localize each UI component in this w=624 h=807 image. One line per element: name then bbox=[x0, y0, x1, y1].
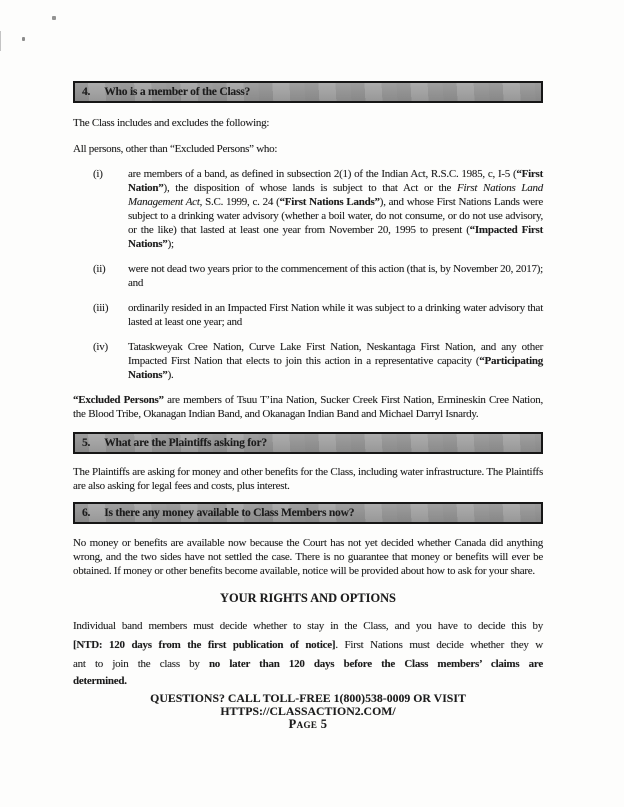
excluded-persons-paragraph: “Excluded Persons” are members of Tsuu T’ina Nation, Sucker Creek First Nation, Ermineskin Cree Nation, the Blood Tribe, Okanagan Indian Band, and Okanagan Indian Band and Michael Darryl Isnardy. bbox=[73, 394, 543, 420]
money-available-paragraph: No money or benefits are available now because the Court has not yet decided whether Canada did anything wrong, and the two sides have not settled the case. There is no guarantee that money or benefits will ever be obtained. If money or other benefits become available, notice will be provided about how to ask for your share. bbox=[73, 537, 543, 577]
list-item-ii-text: were not dead two years prior to the commencement of this action (that is, by November 20, 2017); and bbox=[128, 263, 543, 289]
class-intro-paragraph: The Class includes and excludes the following: bbox=[73, 117, 270, 129]
section-4-header-bar bbox=[73, 81, 543, 103]
list-item-iii bbox=[73, 301, 543, 329]
list-item-iv-label: (iv) bbox=[93, 341, 108, 353]
scan-artifact-speck bbox=[22, 37, 25, 41]
list-item-i-label: (i) bbox=[93, 168, 103, 180]
page-body bbox=[73, 81, 543, 731]
page-footer bbox=[73, 692, 543, 731]
rights-line-3: ant to join the class by no later than 120 days before the Class members’ claims are bbox=[73, 658, 543, 670]
scan-artifact-speck bbox=[52, 16, 56, 20]
list-item-iv bbox=[73, 340, 543, 382]
all-persons-paragraph: All persons, other than “Excluded Persons” who: bbox=[73, 143, 278, 155]
page-number: Page 5 bbox=[288, 717, 328, 731]
list-item-iii-text: ordinarily resided in an Impacted First Nation while it was subject to a drinking water advisory that lasted at least one year; and bbox=[128, 302, 543, 328]
list-item-ii bbox=[73, 262, 543, 290]
footer-url: HTTPS://CLASSACTION2.COM/ bbox=[220, 704, 396, 718]
list-item-iii-label: (iii) bbox=[93, 302, 109, 314]
section-6-title: Is there any money available to Class Members now? bbox=[104, 506, 355, 519]
list-item-iv-text: Tataskweyak Cree Nation, Curve Lake First Nation, Neskantaga First Nation, and any other Impacted First Nation that elects to join this action in a representative capacity (“Participating Nations”). bbox=[128, 341, 543, 381]
section-6-header-bar bbox=[73, 502, 543, 524]
class-definition-list bbox=[73, 167, 543, 382]
scan-artifact-line bbox=[0, 31, 1, 51]
list-item-i bbox=[73, 167, 543, 251]
section-5-title: What are the Plaintiffs asking for? bbox=[104, 436, 267, 449]
rights-line-4: determined. bbox=[73, 675, 127, 687]
rights-line-1: Individual band members must decide whether to stay in the Class, and you have to decide this by bbox=[73, 620, 543, 632]
section-5-number: 5. bbox=[82, 436, 91, 449]
section-4-number: 4. bbox=[82, 85, 91, 98]
section-5-header-bar bbox=[73, 432, 543, 454]
rights-paragraph bbox=[73, 617, 543, 688]
section-4-title: Who is a member of the Class? bbox=[104, 85, 251, 98]
list-item-i-text: are members of a band, as defined in subsection 2(1) of the Indian Act, R.S.C. 1985, c, I-5 (“First Nation”), the disposition of whose lands is subject to that Act or the First Nations Land Management Act, S.C. 1999, c. 24 (“First Nations Lands”), and whose First Nations Lands were subject to a drinking water advisory (whether a boil water, do not consume, or do not use advisory, or the like) that lasted at least one year from November 20, 1995 to present (“Impacted First Nations”); bbox=[128, 168, 543, 250]
rights-and-options-heading: YOUR RIGHTS AND OPTIONS bbox=[220, 591, 396, 605]
list-item-ii-label: (ii) bbox=[93, 263, 106, 275]
footer-questions-line: QUESTIONS? CALL TOLL-FREE 1(800)538-0009 OR VISIT bbox=[150, 691, 466, 705]
plaintiffs-paragraph: The Plaintiffs are asking for money and other benefits for the Class, including water infrastructure. The Plaintiffs are also asking for legal fees and costs, plus interest. bbox=[73, 466, 543, 492]
rights-line-2: [NTD: 120 days from the first publication of notice]. First Nations must decide whether they w bbox=[73, 639, 543, 651]
section-6-number: 6. bbox=[82, 506, 91, 519]
